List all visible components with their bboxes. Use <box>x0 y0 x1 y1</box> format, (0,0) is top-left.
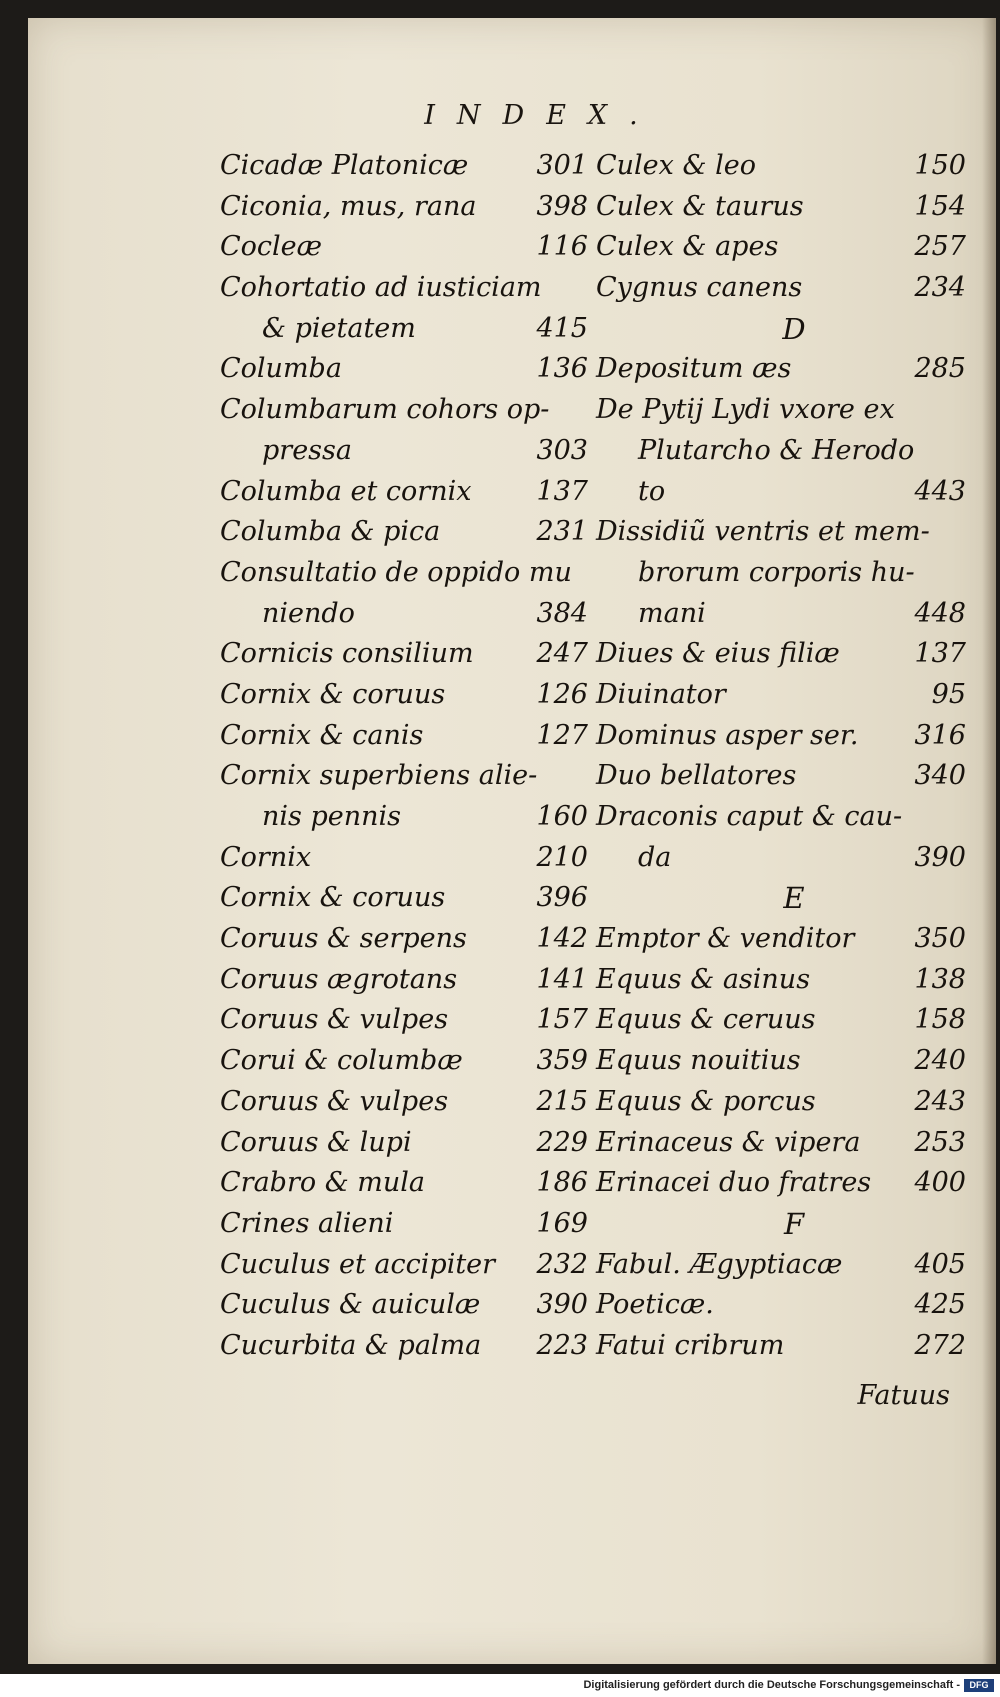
entry-page-number: 142 <box>536 923 588 955</box>
index-entry <box>596 472 972 513</box>
entry-title: Dominus asper ser. <box>596 719 859 751</box>
footer-credit: Digitalisierung gefördert durch die Deutsche Forschungsgemeinschaft - <box>583 1679 960 1691</box>
entry-page-number: 223 <box>536 1329 588 1361</box>
entry-page-number: 136 <box>536 353 588 385</box>
entry-page-number: 169 <box>536 1207 588 1239</box>
entry-page-number: 285 <box>914 353 966 385</box>
index-entry <box>596 919 972 960</box>
entry-page-number: 127 <box>536 719 588 751</box>
section-letter: E <box>783 881 805 916</box>
entry-page-number: 234 <box>914 272 966 304</box>
entry-title: Ciconia, mus, rana <box>220 190 477 222</box>
entry-page-number: 396 <box>536 882 588 914</box>
index-entry <box>220 1285 594 1326</box>
index-entry <box>220 919 594 960</box>
entry-page-number: 340 <box>914 760 966 792</box>
entry-page-number: 448 <box>914 597 966 629</box>
index-entry <box>220 309 594 350</box>
index-entry <box>596 227 972 268</box>
entry-page-number: 425 <box>914 1289 966 1321</box>
index-entry <box>596 1285 972 1326</box>
entry-page-number: 210 <box>536 841 588 873</box>
index-entry <box>596 1000 972 1041</box>
entry-title: pressa <box>262 434 352 466</box>
entry-title: Emptor & venditor <box>596 923 855 955</box>
entry-title: Culex & apes <box>596 231 779 263</box>
index-entry <box>220 227 594 268</box>
entry-title: niendo <box>262 597 355 629</box>
entry-page-number: 215 <box>536 1085 588 1117</box>
index-entry <box>220 797 594 838</box>
entry-title: to <box>638 475 666 507</box>
index-entry <box>596 756 972 797</box>
index-entry <box>220 1163 594 1204</box>
entry-page-number: 160 <box>536 801 588 832</box>
entry-page-number: 390 <box>914 841 966 873</box>
entry-page-number: 137 <box>914 638 966 670</box>
index-entry <box>596 960 972 1001</box>
index-column-left <box>220 146 594 1367</box>
index-entry <box>596 675 972 716</box>
index-entry <box>596 838 972 879</box>
entry-title: nis pennis <box>262 801 401 832</box>
entry-page-number: 141 <box>536 963 588 995</box>
running-head: INDEX. <box>424 100 660 131</box>
entry-title: Plutarcho & Herodo <box>638 434 915 466</box>
entry-title: Poeticæ. <box>596 1289 714 1321</box>
entry-page-number: 240 <box>914 1045 966 1077</box>
index-entry <box>220 1082 594 1123</box>
entry-page-number: 157 <box>536 1004 588 1036</box>
index-entry <box>220 1326 594 1367</box>
entry-title: Cornix <box>220 841 312 873</box>
entry-title: Equus & porcus <box>596 1085 816 1117</box>
entry-title: Cohortatio ad iusticiam <box>220 272 542 304</box>
index-entry <box>220 187 594 228</box>
entry-title: Equus & asinus <box>596 963 811 995</box>
entry-title: De Pytij Lydi vxore ex <box>596 394 895 426</box>
entry-title: Culex & taurus <box>596 190 804 222</box>
entry-title: Diues & eius filiæ <box>596 638 840 670</box>
entry-page-number: 154 <box>914 190 966 222</box>
entry-page-number: 138 <box>914 963 966 995</box>
section-letter: D <box>782 311 806 346</box>
index-entry <box>596 716 972 757</box>
index-entry <box>596 146 972 187</box>
index-entry <box>596 1163 972 1204</box>
index-entry <box>220 472 594 513</box>
index-entry <box>220 1000 594 1041</box>
index-column-right <box>596 146 972 1367</box>
entry-page-number: 443 <box>914 475 966 507</box>
entry-title: Columba et cornix <box>220 475 472 507</box>
entry-title: brorum corporis hu- <box>638 556 915 588</box>
entry-title: Draconis caput & cau- <box>596 801 903 832</box>
entry-page-number: 257 <box>914 231 966 263</box>
index-entry <box>220 1204 594 1245</box>
entry-page-number: 301 <box>536 150 588 181</box>
binding-shadow <box>982 18 996 1664</box>
entry-page-number: 384 <box>536 597 588 629</box>
index-entry <box>596 1245 972 1286</box>
entry-page-number: 232 <box>536 1248 588 1280</box>
index-entry <box>596 268 972 309</box>
book-page <box>28 18 996 1664</box>
entry-title: Cornix superbiens alie- <box>220 760 538 792</box>
entry-title: Cocleæ <box>220 231 323 263</box>
entry-page-number: 137 <box>536 475 588 507</box>
index-entry <box>220 390 594 431</box>
entry-title: Dissidiũ ventris et mem- <box>596 516 930 548</box>
index-entry <box>220 675 594 716</box>
entry-page-number: 303 <box>536 434 588 466</box>
index-entry <box>220 878 594 919</box>
entry-title: Equus nouitius <box>596 1045 801 1077</box>
index-entry <box>220 838 594 879</box>
entry-title: Fabul. Ægyptiacæ <box>596 1248 843 1280</box>
index-entry <box>596 349 972 390</box>
entry-title: Equus & ceruus <box>596 1004 816 1036</box>
entry-page-number: 272 <box>914 1329 966 1361</box>
index-entry <box>220 512 594 553</box>
entry-title: Cygnus canens <box>596 272 803 304</box>
index-entry <box>596 1082 972 1123</box>
entry-page-number: 398 <box>536 190 588 222</box>
entry-page-number: 350 <box>914 923 966 955</box>
entry-title: Cornix & coruus <box>220 678 446 710</box>
entry-title: Columbarum cohors op- <box>220 394 550 426</box>
index-entry <box>596 594 972 635</box>
index-entry <box>220 756 594 797</box>
entry-title: Cucurbita & palma <box>220 1329 482 1361</box>
entry-page-number: 229 <box>536 1126 588 1158</box>
index-entry <box>596 1123 972 1164</box>
index-entry <box>220 1123 594 1164</box>
index-entry <box>220 146 594 187</box>
entry-title: Cornix & canis <box>220 719 424 751</box>
entry-page-number: 316 <box>914 719 966 751</box>
index-entry <box>596 512 972 553</box>
entry-title: Cuculus et accipiter <box>220 1248 496 1280</box>
entry-title: Consultatio de oppido mu <box>220 556 572 588</box>
index-entry <box>220 594 594 635</box>
index-entry <box>596 390 972 431</box>
entry-title: Columba & pica <box>220 516 441 548</box>
index-entry <box>220 634 594 675</box>
entry-page-number: 231 <box>536 516 588 548</box>
entry-page-number: 150 <box>914 150 966 181</box>
entry-page-number: 253 <box>914 1126 966 1158</box>
entry-title: Crines alieni <box>220 1207 394 1239</box>
entry-title: Cornix & coruus <box>220 882 446 914</box>
entry-title: mani <box>638 597 706 629</box>
entry-title: Cuculus & auiculæ <box>220 1289 481 1321</box>
dfg-logo: DFG <box>964 1679 994 1692</box>
index-entry <box>596 553 972 594</box>
index-entry <box>596 187 972 228</box>
catchword: Fatuus <box>857 1380 950 1411</box>
entry-page-number: 126 <box>536 678 588 710</box>
entry-page-number: 390 <box>536 1289 588 1321</box>
entry-page-number: 405 <box>914 1248 966 1280</box>
entry-page-number: 186 <box>536 1167 588 1199</box>
entry-title: Culex & leo <box>596 150 756 181</box>
index-entry <box>220 1041 594 1082</box>
entry-title: Duo bellatores <box>596 760 797 792</box>
index-entry <box>596 1326 972 1367</box>
entry-title: Cicadæ Platonicæ <box>220 150 469 181</box>
entry-title: Coruus ægrotans <box>220 963 458 995</box>
digitization-footer <box>0 1674 1000 1697</box>
entry-title: Coruus & serpens <box>220 923 467 955</box>
index-entry <box>220 431 594 472</box>
entry-title: da <box>638 841 672 873</box>
entry-title: Fatui cribrum <box>596 1329 785 1361</box>
entry-page-number: 158 <box>914 1004 966 1036</box>
section-letter: F <box>783 1206 805 1241</box>
index-entry <box>220 1245 594 1286</box>
entry-title: Coruus & vulpes <box>220 1004 449 1036</box>
index-entry <box>220 960 594 1001</box>
entry-title: Depositum æs <box>596 353 792 385</box>
entry-title: Corui & columbæ <box>220 1045 463 1077</box>
index-entry <box>596 634 972 675</box>
entry-title: & pietatem <box>262 312 416 344</box>
entry-page-number: 243 <box>914 1085 966 1117</box>
entry-title: Columba <box>220 353 342 385</box>
index-entry <box>596 1041 972 1082</box>
entry-title: Cornicis consilium <box>220 638 474 670</box>
index-entry <box>596 431 972 472</box>
entry-title: Coruus & lupi <box>220 1126 412 1158</box>
index-entry <box>220 349 594 390</box>
entry-title: Crabro & mula <box>220 1167 426 1199</box>
entry-page-number: 95 <box>931 678 966 710</box>
index-entry <box>220 716 594 757</box>
index-entry <box>220 268 594 309</box>
entry-page-number: 359 <box>536 1045 588 1077</box>
entry-page-number: 400 <box>914 1167 966 1199</box>
entry-page-number: 116 <box>536 231 588 263</box>
entry-title: Erinacei duo fratres <box>596 1167 872 1199</box>
entry-page-number: 415 <box>536 312 588 344</box>
entry-title: Coruus & vulpes <box>220 1085 449 1117</box>
index-entry <box>220 553 594 594</box>
index-entry <box>596 797 972 838</box>
entry-title: Diuinator <box>596 678 726 710</box>
entry-page-number: 247 <box>536 638 588 670</box>
entry-title: Erinaceus & vipera <box>596 1126 861 1158</box>
